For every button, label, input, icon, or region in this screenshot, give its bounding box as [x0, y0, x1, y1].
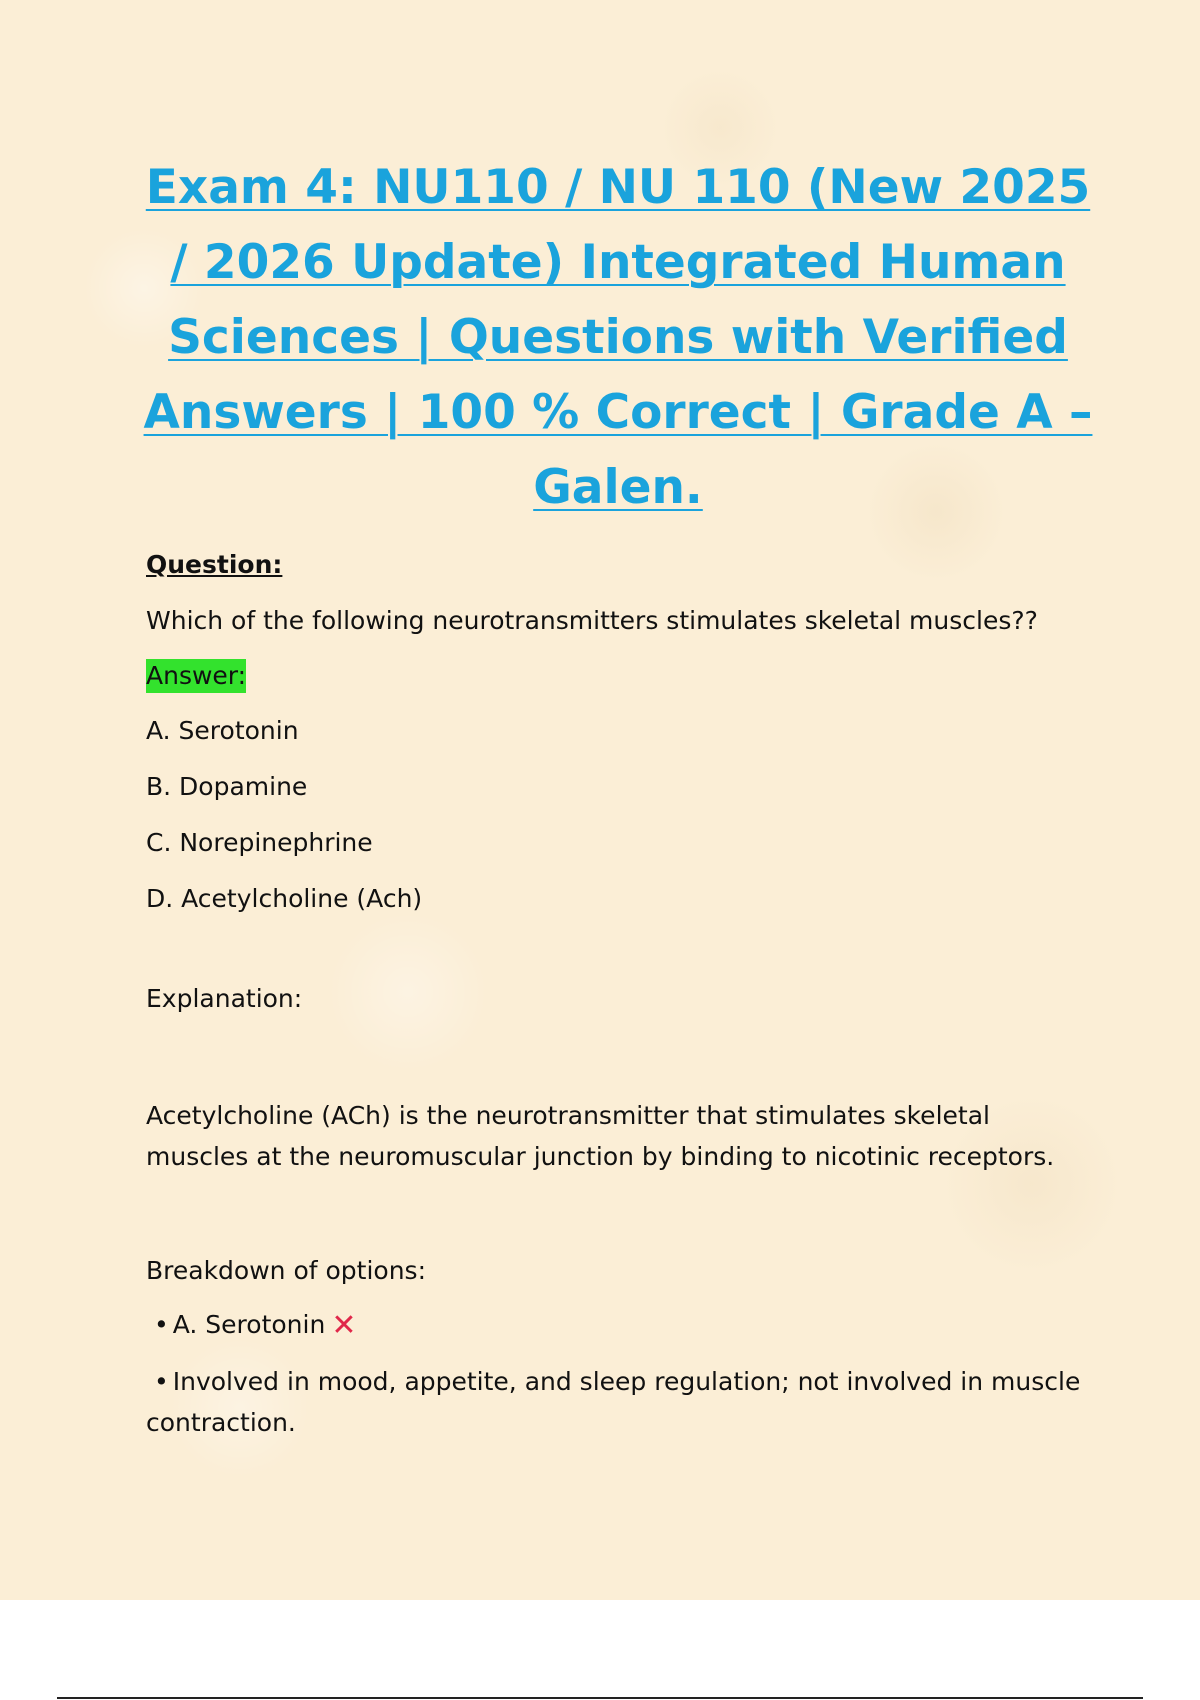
question-label: Question: [146, 550, 283, 579]
breakdown-option: A. Serotonin [172, 1310, 326, 1339]
breakdown-detail-text: Involved in mood, appetite, and sleep regulation; not involved in muscle contraction. [146, 1367, 1081, 1437]
bullet-icon: • [154, 1310, 169, 1339]
breakdown-label: Breakdown of options: [146, 1256, 427, 1285]
answer-label: Answer: [146, 659, 246, 693]
bullet-icon: • [154, 1367, 169, 1396]
option-c: C. Norepinephrine [146, 828, 373, 857]
explanation-text: Acetylcholine (ACh) is the neurotransmitter that stimulates skeletal muscles at the neuromuscular junction by binding to nicotinic receptors. [146, 1101, 1055, 1171]
option-d: D. Acetylcholine (Ach) [146, 884, 423, 913]
question-text: Which of the following neurotransmitters stimulates skeletal muscles?? [146, 606, 1038, 635]
cross-mark-icon: ✕ [331, 1308, 357, 1343]
option-b: B. Dopamine [146, 772, 308, 801]
document-body [143, 150, 1093, 1443]
breakdown-item [146, 1307, 1091, 1343]
option-a: A. Serotonin [146, 716, 299, 745]
breakdown-detail [146, 1361, 1091, 1443]
document-title: Exam 4: NU110 / NU 110 (New 2025 / 2026 Update) Integrated Human Sciences | Questions with Verified Answers | 100 % Correct | Grade A – Galen. [143, 160, 1093, 515]
footer-divider [57, 1697, 1143, 1699]
explanation-label: Explanation: [146, 984, 303, 1013]
